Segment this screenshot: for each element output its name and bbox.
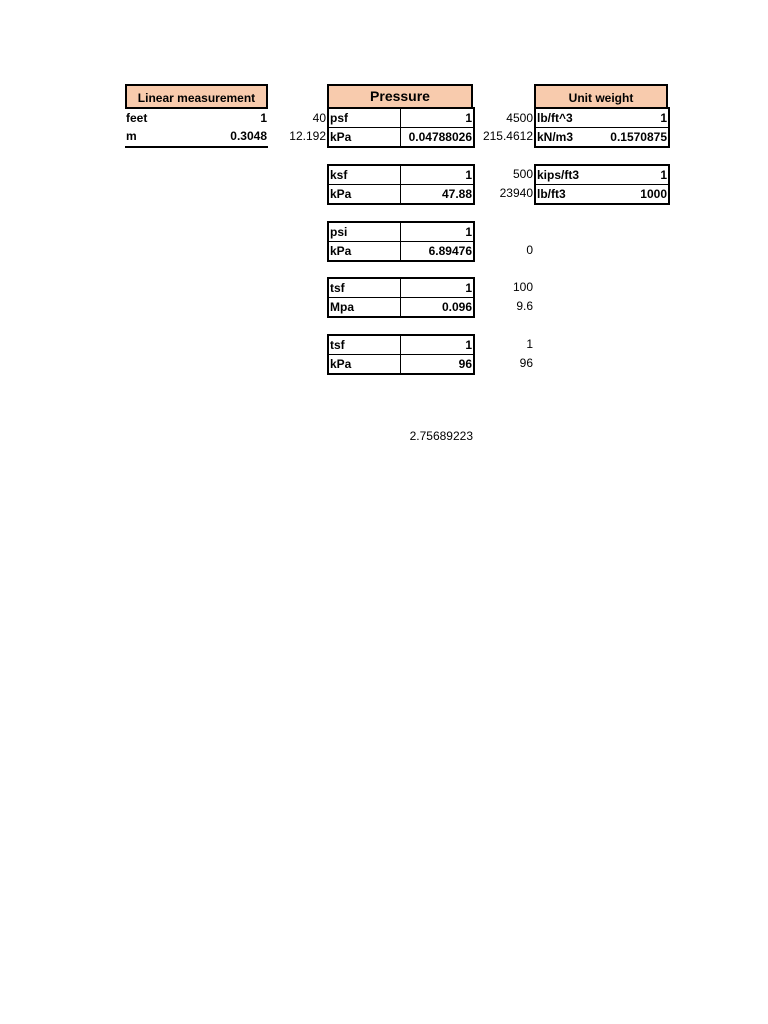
- table-row: [328, 222, 474, 242]
- table-row: [328, 128, 474, 148]
- linear-measurement-table: [125, 109, 268, 145]
- table-row: [328, 165, 474, 185]
- unit-weight-table-1: [534, 107, 670, 148]
- value-cell[interactable]: 47.88: [400, 185, 474, 205]
- pressure-side-value[interactable]: 9.6: [516, 299, 533, 313]
- value-cell[interactable]: 6.89476: [400, 242, 474, 262]
- value-cell[interactable]: 0.1570875: [601, 128, 669, 148]
- pressure-side-value[interactable]: 215.4612: [482, 129, 533, 143]
- pressure-side-value[interactable]: 100: [512, 280, 533, 294]
- table-row: [328, 335, 474, 355]
- table-row: [535, 108, 669, 128]
- unit-cell[interactable]: kPa: [328, 128, 400, 148]
- table-row: [535, 185, 669, 205]
- unit-cell[interactable]: psi: [330, 225, 348, 239]
- linear-measurement-header: Linear measurement: [125, 84, 268, 109]
- table-row: [535, 165, 669, 185]
- linear-side-value[interactable]: 40: [312, 111, 326, 125]
- unit-cell[interactable]: m: [126, 129, 137, 143]
- table-row: [125, 109, 268, 127]
- table-row: [328, 185, 474, 205]
- unit-weight-table-2: [534, 164, 670, 205]
- table-row: [328, 278, 474, 298]
- unit-cell[interactable]: psf: [330, 111, 348, 125]
- value-cell[interactable]: 1: [660, 168, 667, 182]
- pressure-table-psi: [327, 221, 475, 262]
- table-row: [328, 298, 474, 318]
- pressure-table-psf: [327, 107, 475, 148]
- value-cell[interactable]: 0.04788026: [400, 128, 474, 148]
- standalone-value[interactable]: 2.75689223: [409, 429, 473, 443]
- table-row: [328, 355, 474, 375]
- unit-weight-header: Unit weight: [534, 84, 668, 109]
- pressure-side-value[interactable]: 1: [526, 337, 533, 351]
- unit-cell[interactable]: ksf: [330, 168, 348, 182]
- value-cell[interactable]: 1: [260, 111, 267, 125]
- value-cell[interactable]: 1000: [601, 185, 669, 205]
- table-row: [125, 127, 268, 145]
- linear-side-value[interactable]: 12.192: [289, 129, 326, 143]
- linear-table-bottom-border: [125, 146, 268, 148]
- unit-cell[interactable]: tsf: [330, 281, 345, 295]
- pressure-side-value[interactable]: 23940: [499, 186, 533, 200]
- unit-cell[interactable]: feet: [126, 111, 148, 125]
- pressure-table-tsf-kpa: [327, 334, 475, 375]
- table-row: [328, 108, 474, 128]
- value-cell[interactable]: 1: [400, 108, 474, 128]
- value-cell[interactable]: 1: [400, 165, 474, 185]
- table-row: [535, 128, 669, 148]
- unit-cell[interactable]: lb/ft3: [535, 185, 601, 205]
- unit-cell[interactable]: kPa: [328, 185, 400, 205]
- unit-cell[interactable]: kPa: [328, 242, 400, 262]
- pressure-header: Pressure: [327, 84, 473, 109]
- unit-cell[interactable]: Mpa: [328, 298, 400, 318]
- value-cell[interactable]: 1: [660, 111, 667, 125]
- pressure-table-ksf: [327, 164, 475, 205]
- value-cell[interactable]: 1: [400, 335, 474, 355]
- value-cell[interactable]: 96: [400, 355, 474, 375]
- pressure-side-value[interactable]: 4500: [506, 111, 533, 125]
- value-cell[interactable]: 1: [400, 278, 474, 298]
- unit-cell[interactable]: lb/ft^3: [537, 111, 573, 125]
- unit-cell[interactable]: tsf: [330, 338, 345, 352]
- value-cell[interactable]: 0.3048: [230, 129, 267, 143]
- unit-cell[interactable]: kPa: [328, 355, 400, 375]
- table-row: [328, 242, 474, 262]
- unit-cell[interactable]: kips/ft3: [537, 168, 580, 182]
- pressure-side-value[interactable]: 0: [526, 243, 533, 257]
- value-cell[interactable]: 0.096: [400, 298, 474, 318]
- pressure-side-value[interactable]: 96: [519, 356, 533, 370]
- value-cell[interactable]: 1: [400, 222, 474, 242]
- pressure-side-value[interactable]: 500: [512, 167, 533, 181]
- unit-cell[interactable]: kN/m3: [535, 128, 601, 148]
- pressure-table-tsf-mpa: [327, 277, 475, 318]
